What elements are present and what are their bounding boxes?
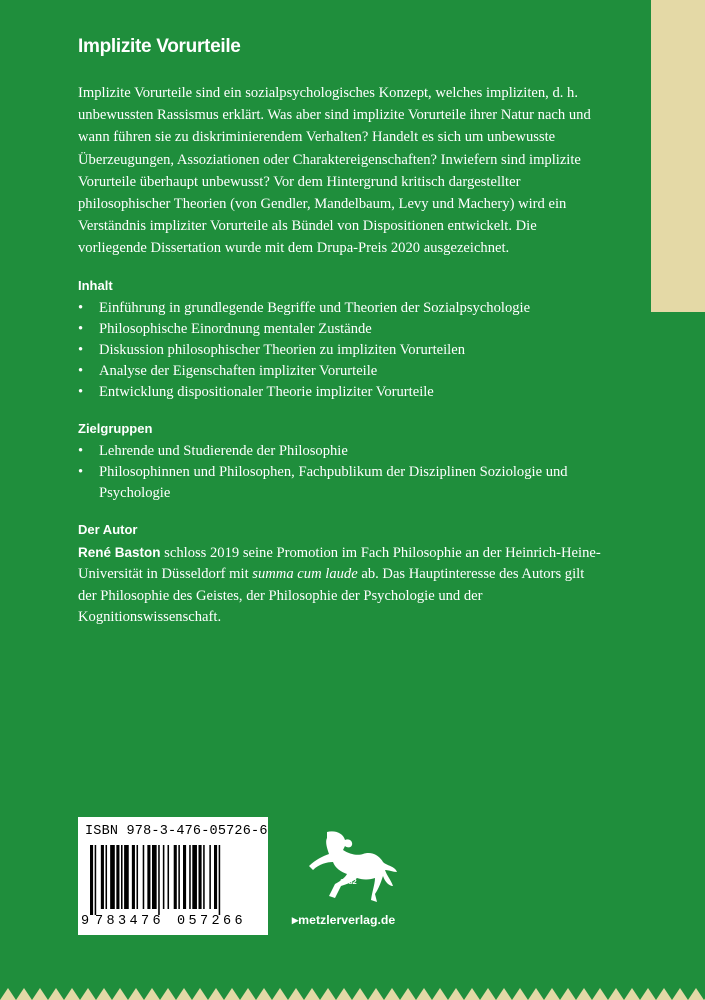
zielgruppen-list bbox=[78, 441, 604, 504]
author-text-1: schloss 2019 seine Promotion im Fach Philosophie an der Heinrich-Heine-Universität in Düsseldorf mit bbox=[78, 544, 601, 583]
back-cover-text bbox=[78, 36, 604, 629]
accent-strip bbox=[651, 0, 705, 312]
horse-icon bbox=[305, 828, 400, 906]
author-emphasis: summa cum laude bbox=[252, 566, 358, 583]
logo-year: 1682 bbox=[340, 877, 357, 886]
list-item: • Einführung in grundlegende Begriffe und Theorien der Sozialpsychologie bbox=[78, 298, 604, 319]
barcode-bars-icon bbox=[90, 845, 256, 915]
author-bio bbox=[78, 542, 604, 629]
isbn-barcode bbox=[78, 817, 268, 935]
list-item: • Philosophische Einordnung mentaler Zustände bbox=[78, 319, 604, 340]
list-item: • Analyse der Eigenschaften impliziter Vorurteile bbox=[78, 361, 604, 382]
author-text-2: ab. Das Hauptinteresse des Autors gilt der Philosophie des Geistes, der Philosophie der Psychologie und der Kognitionswissenschaft. bbox=[78, 566, 585, 626]
list-item: • Entwicklung dispositionaler Theorie impliziter Vorurteile bbox=[78, 382, 604, 403]
author-heading: Der Autor bbox=[78, 521, 138, 537]
publisher-link[interactable]: ▸metzlerverlag.de bbox=[292, 913, 396, 927]
isbn-label: ISBN 978-3-476-05726-6 bbox=[85, 824, 268, 839]
author-name: René Baston bbox=[78, 544, 161, 560]
list-item: • Lehrende und Studierende der Philosophie bbox=[78, 441, 604, 462]
inhalt-heading: Inhalt bbox=[78, 277, 113, 293]
blurb-paragraph: Implizite Vorurteile sind ein sozialpsychologisches Konzept, welches impliziten, d. h. unbewussten Rassismus erklärt. Was aber sind implizite Vorurteile ihrer Natur nach und wann führen sie zu diskriminierendem Verhalten? Handelt es sich um unbewusste Überzeugungen, Assoziationen oder Charaktereigenschaften? Inwiefern sind implizite Vorurteile überhaupt unbewusst? Vor dem Hintergrund kritisch dargestellter philosophischer Theorien (von Gendler, Mandelbaum, Levy und Machery) wird ein Verständnis impliziter Vorurteile als Bündel von Dispositionen entwickelt. Die vorliegende Dissertation wurde mit dem Drupa-Preis 2020 ausgezeichnet. bbox=[78, 85, 591, 257]
list-item: • Diskussion philosophischer Theorien zu impliziten Vorurteilen bbox=[78, 340, 604, 361]
inhalt-list bbox=[78, 298, 604, 403]
zielgruppen-heading: Zielgruppen bbox=[78, 420, 153, 436]
barcode-group-2: 057266 bbox=[177, 914, 247, 929]
decorative-border bbox=[0, 985, 705, 1000]
list-item: • Philosophinnen und Philosophen, Fachpublikum der Disziplinen Soziologie und Psychologie bbox=[78, 462, 604, 504]
book-title: Implizite Vorurteile bbox=[78, 36, 241, 57]
barcode-group-1: 783476 bbox=[95, 914, 165, 929]
barcode-first-digit: 9 bbox=[81, 914, 90, 929]
